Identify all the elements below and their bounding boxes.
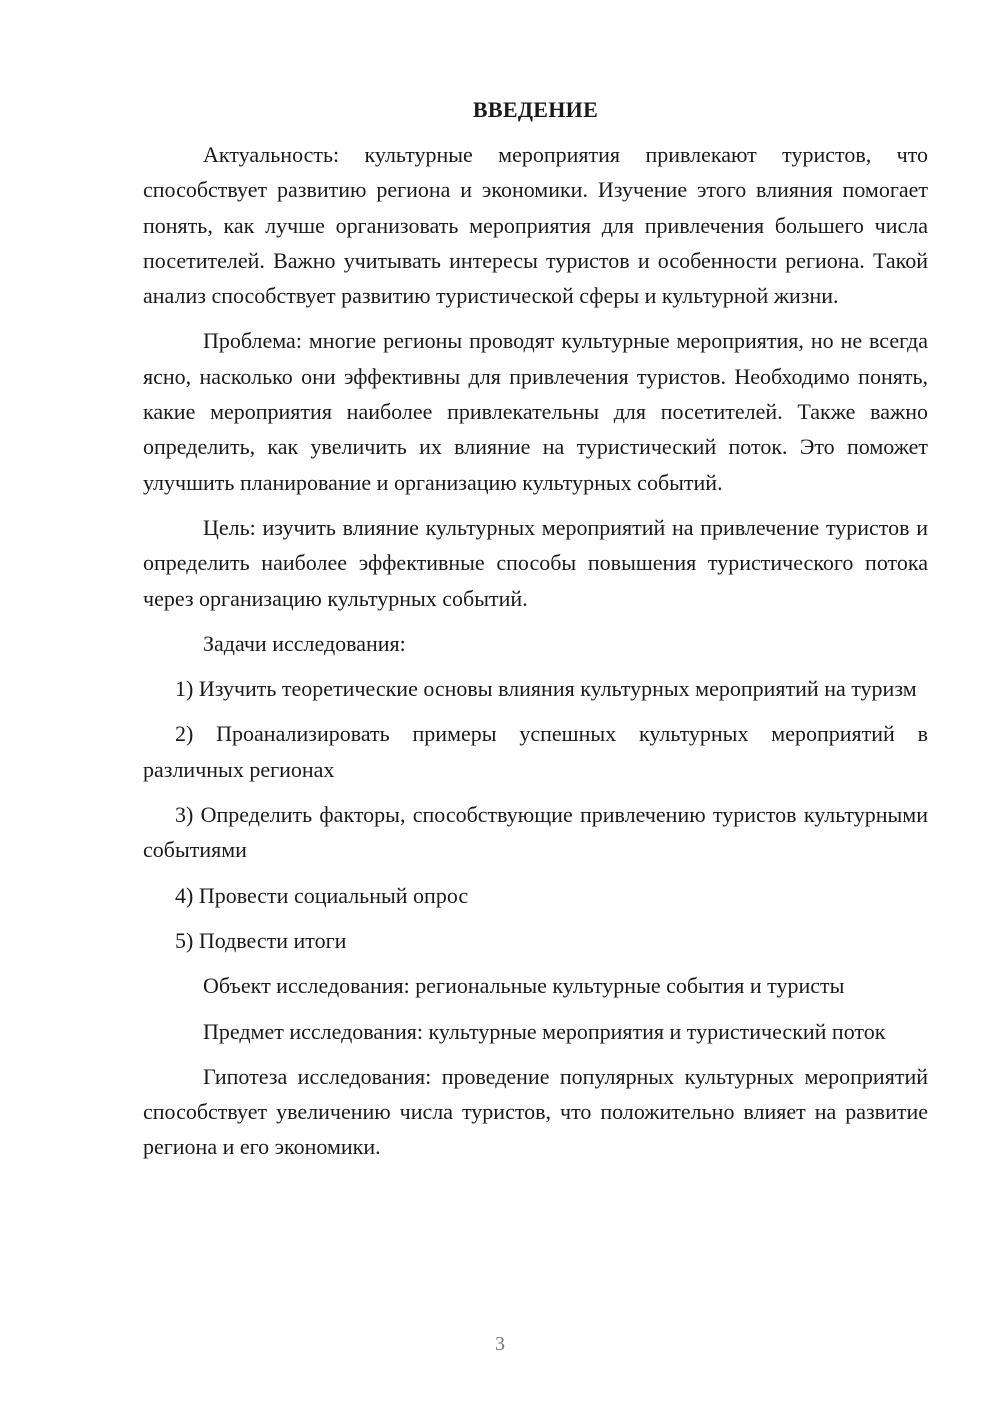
task-item: 1) Изучить теоретические основы влияния культурных мероприятий на туризм — [175, 676, 917, 702]
paragraph-subject: Предмет исследования: культурные мероприятия и туристический поток — [203, 1018, 886, 1044]
tasks-heading: Задачи исследования: — [203, 630, 406, 656]
task-item: 2) Проанализировать примеры успешных культурных мероприятий в различных регионах — [143, 721, 928, 782]
document-page — [143, 92, 928, 1165]
paragraph-problem: Проблема: многие регионы проводят культурные мероприятия, но не всегда ясно, насколько они эффективны для привлечения туристов. Необходимо понять, какие мероприятия наиболее привлекательны для посетителей. Также важно определить, как увеличить их влияние на туристический поток. Это поможет улучшить планирование и организацию культурных событий. — [143, 328, 928, 495]
paragraph-goal: Цель: изучить влияние культурных мероприятий на привлечение туристов и определить наиболее эффективные способы повышения туристического потока через организацию культурных событий. — [143, 514, 928, 611]
paragraph-object: Объект исследования: региональные культурные события и туристы — [203, 973, 845, 999]
task-item: 4) Провести социальный опрос — [175, 882, 469, 908]
section-title: ВВЕДЕНИЕ — [472, 97, 599, 122]
page-number: 3 — [495, 1333, 505, 1355]
paragraph-hypothesis: Гипотеза исследования: проведение популярных культурных мероприятий способствует увеличению числа туристов, что положительно влияет на развитие региона и его экономики. — [143, 1063, 928, 1160]
task-item: 5) Подвести итоги — [175, 927, 347, 953]
paragraph-relevance: Актуальность: культурные мероприятия привлекают туристов, что способствует развитию региона и экономики. Изучение этого влияния помогает понять, как лучше организовать мероприятия для привлечения большего числа посетителей. Важно учитывать интересы туристов и особенности региона. Такой анализ способствует развитию туристической сферы и культурной жизни. — [143, 142, 928, 309]
task-item: 3) Определить факторы, способствующие привлечению туристов культурными событиями — [143, 802, 928, 863]
